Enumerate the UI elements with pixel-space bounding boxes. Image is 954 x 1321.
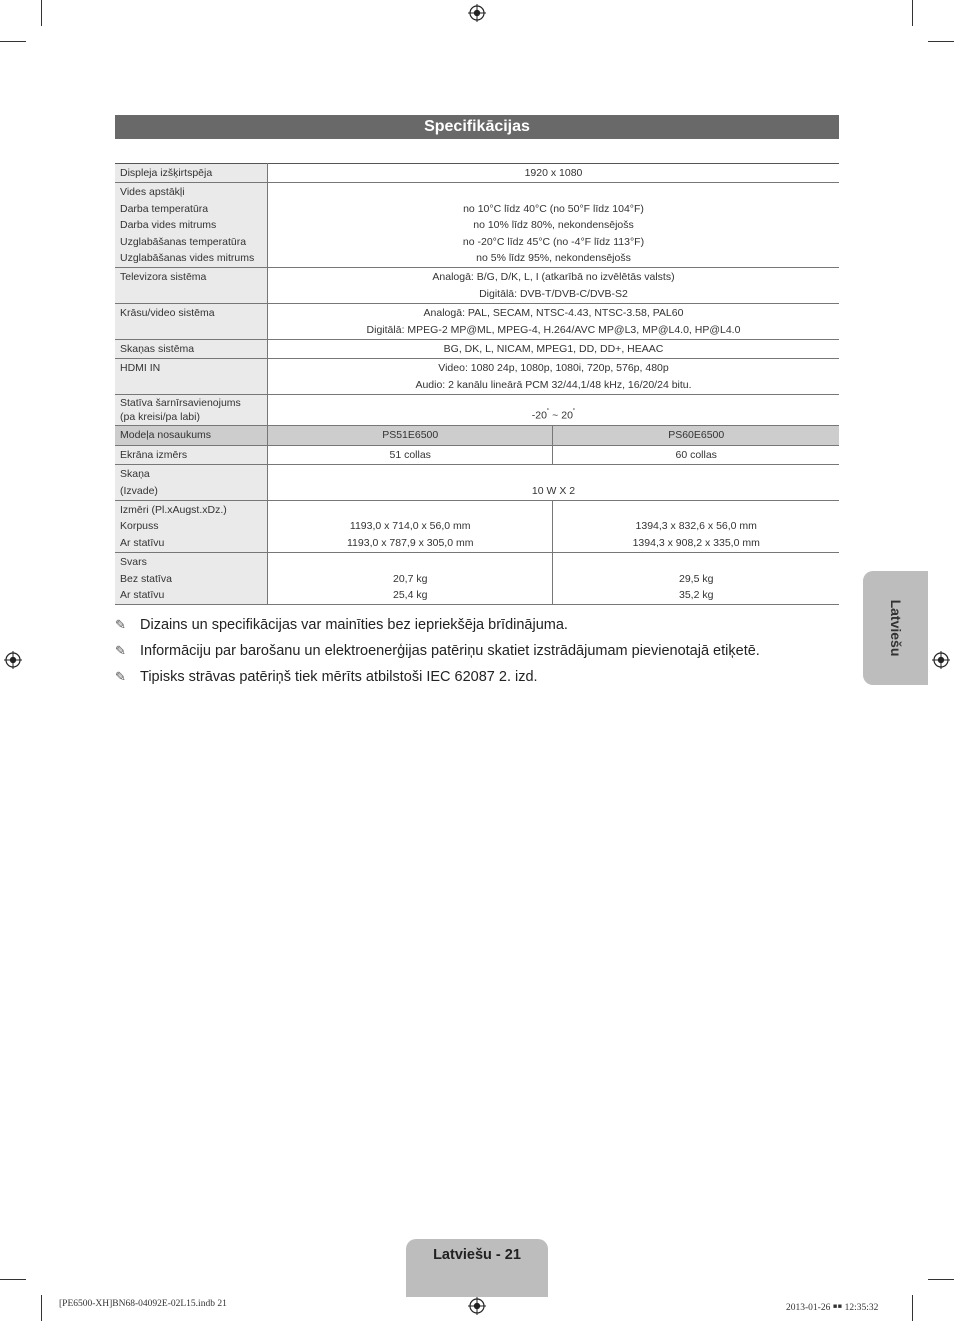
spec-value — [268, 268, 840, 304]
spec-value: 60 collas — [553, 445, 839, 464]
crop-mark — [912, 1295, 913, 1321]
note-text: Informāciju par barošanu un elektroenerģijas patēriņu skatiet izstrādājumam pievienotajā etiķetē. — [140, 643, 760, 659]
spec-label-line: Ar statīvu — [120, 588, 165, 601]
degree-mark: ˚ — [546, 409, 550, 417]
spec-value — [268, 395, 840, 426]
note-text: Dizains un specifikācijas var mainīties bez iepriekšēja brīdinājuma. — [140, 617, 568, 633]
spec-value: 51 collas — [268, 445, 553, 464]
spec-value — [268, 304, 840, 340]
spec-label-line: Ar statīvu — [120, 536, 165, 549]
spec-label — [115, 395, 268, 426]
spec-value-line: 29,5 kg — [678, 572, 714, 585]
swivel-right: ~ 20 — [549, 409, 573, 422]
table-row — [115, 500, 839, 552]
footer-file-info: [PE6500-XH]BN68-04092E-02L15.indb 21 — [59, 1299, 227, 1309]
spec-label: Krāsu/video sistēma — [115, 304, 268, 340]
spec-value-line: Audio: 2 kanālu lineārā PCM 32/44,1/48 kHz, 16/20/24 bitu. — [415, 378, 692, 391]
spec-label: Displeja izšķirtspēja — [115, 164, 268, 183]
spec-value-line: 1394,3 x 908,2 x 335,0 mm — [632, 536, 760, 549]
spec-label: Skaņas sistēma — [115, 340, 268, 359]
notes-list — [115, 614, 760, 692]
spec-label-line: Darba vides mitrums — [120, 219, 217, 232]
spec-value-line: 25,4 kg — [392, 588, 428, 601]
spec-value-line: Digitālā: DVB-T/DVB-C/DVB-S2 — [479, 287, 628, 300]
crop-mark — [41, 0, 42, 26]
spec-label — [115, 500, 268, 552]
table-row — [115, 183, 839, 268]
swivel-left: -20 — [531, 409, 547, 422]
spec-value-line: 20,7 kg — [392, 572, 428, 585]
crop-mark — [41, 1295, 42, 1321]
table-row — [115, 395, 839, 426]
spec-value: 10 W X 2 — [268, 465, 840, 501]
spec-label-line: Vides apstākļi — [120, 186, 185, 199]
spec-value — [553, 500, 839, 552]
registration-mark-icon — [4, 651, 22, 669]
crop-mark — [0, 41, 26, 42]
spec-table — [115, 163, 839, 605]
table-row — [115, 426, 839, 445]
registration-mark-icon — [468, 1297, 486, 1315]
spec-value-line: Analogā: PAL, SECAM, NTSC-4.43, NTSC-3.58, PAL60 — [423, 307, 684, 320]
spec-label: Modeļa nosaukums — [115, 426, 268, 445]
spec-value — [268, 500, 553, 552]
table-row — [115, 268, 839, 304]
spec-label-line: (pa kreisi/pa labi) — [120, 411, 200, 424]
table-row — [115, 553, 839, 605]
degree-mark: ˚ — [572, 409, 576, 417]
language-side-tab-label: Latviešu — [887, 599, 904, 657]
spec-label: Ekrāna izmērs — [115, 445, 268, 464]
pencil-note-icon: ✎ — [115, 669, 126, 684]
model-name: PS51E6500 — [268, 426, 553, 445]
spec-label: Televizora sistēma — [115, 268, 268, 304]
registration-mark-icon — [468, 4, 486, 22]
spec-label-line: (Izvade) — [120, 484, 158, 497]
spec-label-line: Uzglabāšanas temperatūra — [120, 235, 247, 248]
pencil-note-icon: ✎ — [115, 617, 126, 632]
spec-value-line: Analogā: B/G, D/K, L, I (atkarībā no izvēlētās valsts) — [432, 271, 675, 284]
table-row — [115, 304, 839, 340]
crop-mark — [928, 1279, 954, 1280]
spec-value-line: no 10°C līdz 40°C (no 50°F līdz 104°F) — [463, 202, 644, 215]
spec-value-line: Video: 1080 24p, 1080p, 1080i, 720p, 576p, 480p — [438, 362, 669, 375]
spec-label — [115, 183, 268, 268]
spec-label — [115, 553, 268, 605]
table-row — [115, 359, 839, 395]
spec-value-line: no 5% līdz 95%, nekondensējošs — [476, 252, 631, 265]
spec-value-line: 35,2 kg — [678, 588, 714, 601]
spec-label-line: Darba temperatūra — [120, 202, 209, 215]
spec-value-line: 1193,0 x 714,0 x 56,0 mm — [349, 520, 471, 533]
spec-value — [268, 553, 553, 605]
spec-label-line: Svars — [120, 556, 147, 569]
spec-label-line: Skaņa — [120, 468, 150, 481]
spec-value-line: 1193,0 x 787,9 x 305,0 mm — [346, 536, 474, 549]
spec-value — [553, 553, 839, 605]
spec-value: BG, DK, L, NICAM, MPEG1, DD, DD+, HEAAC — [268, 340, 840, 359]
spec-value-line: Digitālā: MPEG-2 MP@ML, MPEG-4, H.264/AVC MP@L3, MP@L4.0, HP@L4.0 — [366, 323, 741, 336]
footer-timestamp: 2013-01-26 ￭￭ 12:35:32 — [786, 1303, 879, 1313]
spec-label: HDMI IN — [115, 359, 268, 395]
registration-mark-icon — [932, 651, 950, 669]
spec-value-line: 1394,3 x 832,6 x 56,0 mm — [635, 520, 757, 533]
note-item — [115, 614, 760, 640]
table-row — [115, 340, 839, 359]
spec-value: 1920 x 1080 — [268, 164, 840, 183]
note-item — [115, 640, 760, 666]
page-number-tab: Latviešu - 21 — [406, 1239, 548, 1297]
spec-label-line: Korpuss — [120, 520, 159, 533]
table-row — [115, 164, 839, 183]
spec-value — [268, 359, 840, 395]
note-text: Tipisks strāvas patēriņš tiek mērīts atbilstoši IEC 62087 2. izd. — [140, 669, 538, 685]
note-item — [115, 666, 760, 692]
crop-mark — [0, 1279, 26, 1280]
spec-label-line: Uzglabāšanas vides mitrums — [120, 252, 255, 265]
model-name: PS60E6500 — [553, 426, 839, 445]
pencil-note-icon: ✎ — [115, 643, 126, 658]
spec-label-line: Statīva šarnīrsavienojums — [120, 397, 241, 410]
table-row — [115, 445, 839, 464]
crop-mark — [928, 41, 954, 42]
crop-mark — [912, 0, 913, 26]
table-row — [115, 465, 839, 501]
spec-value-line: no -20°C līdz 45°C (no -4°F līdz 113°F) — [462, 235, 645, 248]
spec-value-line: no 10% līdz 80%, nekondensējošs — [473, 219, 634, 232]
section-title: Specifikācijas — [115, 115, 839, 139]
spec-label-line: Bez statīva — [120, 572, 172, 585]
spec-label — [115, 465, 268, 501]
spec-label-line: Izmēri (Pl.xAugst.xDz.) — [120, 503, 227, 516]
spec-value — [268, 183, 840, 268]
language-side-tab — [863, 571, 928, 685]
